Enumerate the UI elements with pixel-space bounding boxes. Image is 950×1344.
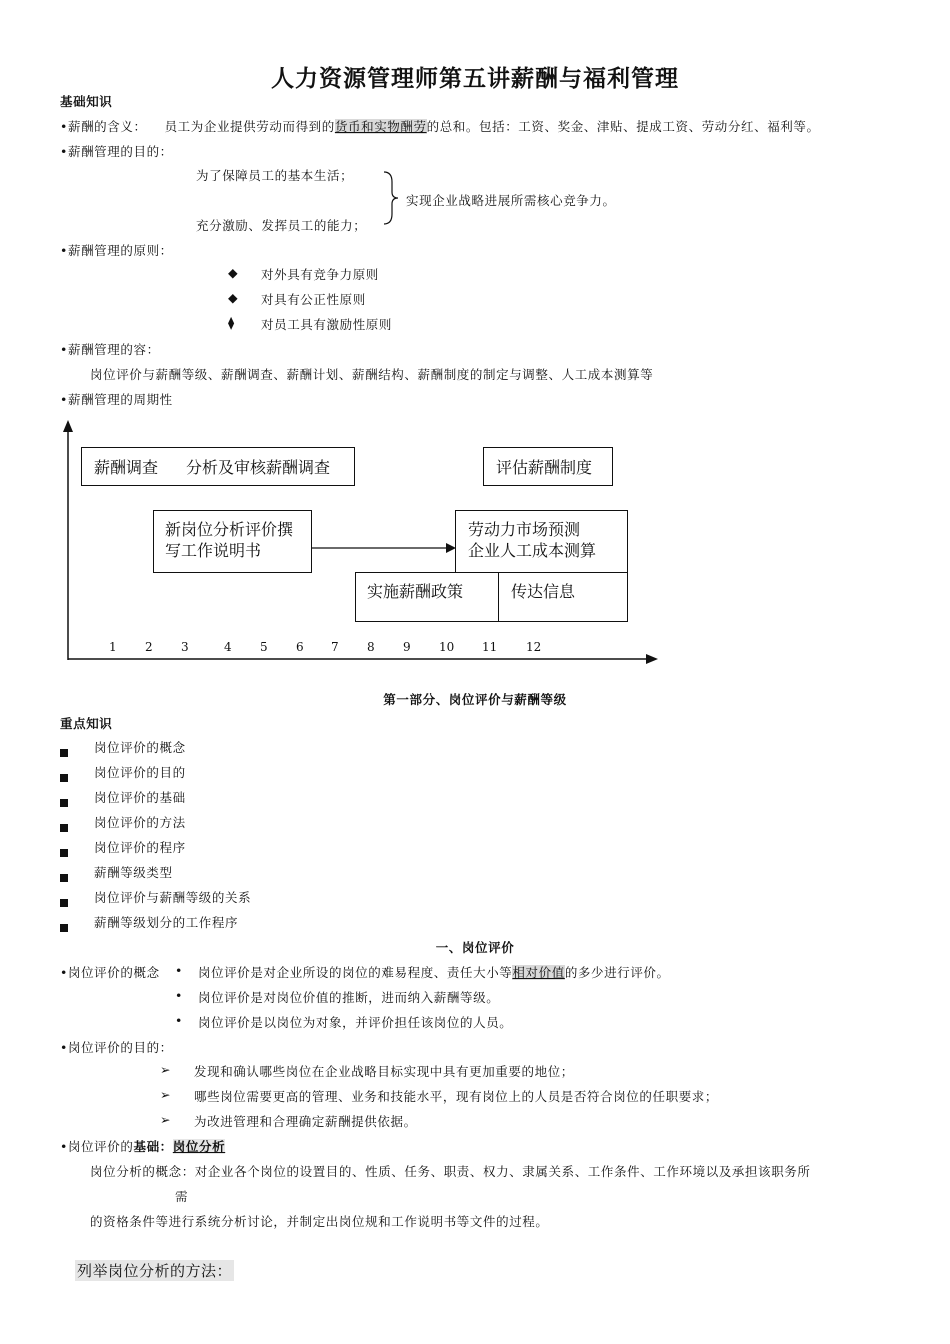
- eval-purpose-item-2: 哪些岗位需要更高的管理、业务和技能水平，现有岗位上的人员是否符合岗位的任职要求；: [194, 1089, 719, 1104]
- key-item-7: 岗位评价与薪酬等级的关系: [94, 890, 252, 905]
- box-labor-forecast: [455, 510, 628, 573]
- concept-bullet-3: •: [175, 1013, 183, 1028]
- key-item-2: 岗位评价的目的: [94, 765, 186, 780]
- key-bullet-5: [60, 842, 68, 861]
- box-pay-survey-analysis: 分析及审核薪酬调查: [186, 458, 331, 477]
- section-basic: 基础知识: [60, 94, 113, 109]
- box-new-job-analysis-l1: 新岗位分析评价撰: [165, 520, 294, 539]
- basis-line1b: 需: [175, 1189, 189, 1204]
- key-bullet-4: [60, 817, 68, 836]
- pay-definition-label: •薪酬的含义：: [60, 119, 147, 134]
- month-8: 8: [367, 640, 375, 654]
- box-new-job-analysis: [153, 510, 312, 573]
- box-labor-forecast-l1: 劳动力市场预测: [468, 520, 581, 539]
- pay-definition-pre: 员工为企业提供劳动而得到的: [164, 119, 335, 134]
- concept-item-1: [198, 963, 670, 981]
- pay-definition-highlight: 货币和实物酬劳: [334, 119, 427, 134]
- box-implement-policy: [355, 572, 499, 622]
- month-6: 6: [296, 640, 304, 654]
- key-item-3: 岗位评价的基础: [94, 790, 186, 805]
- month-3: 3: [181, 640, 189, 654]
- key-bullet-8: [60, 917, 68, 936]
- principle-text-3: 对员工具有激励性原则: [261, 317, 393, 332]
- key-item-6: 薪酬等级类型: [94, 865, 173, 880]
- purpose-result: 实现企业战略进展所需核心竞争力。: [406, 193, 616, 208]
- month-11: 11: [482, 640, 498, 654]
- box-communicate-label: 传达信息: [511, 582, 576, 601]
- principles-label: •薪酬管理的原则：: [60, 243, 173, 258]
- purpose-line1: 为了保障员工的基本生活；: [196, 168, 354, 183]
- concept-bullet-2: •: [175, 988, 183, 1003]
- basis-label-job-analysis: 岗位分析: [172, 1139, 226, 1154]
- part1-title: 第一部分、岗位评价与薪酬等级: [383, 692, 567, 707]
- basis-label-pre: •岗位评价的: [60, 1139, 134, 1154]
- month-10: 10: [439, 640, 455, 654]
- key-bullet-2: [60, 767, 68, 786]
- principle-text-1: 对外具有竞争力原则: [261, 267, 379, 282]
- principle-bullet-3: ⧫: [228, 315, 235, 330]
- box-new-job-analysis-l2: 写工作说明书: [165, 541, 262, 560]
- key-item-4: 岗位评价的方法: [94, 815, 186, 830]
- box-pay-survey-label: 薪酬调查: [94, 458, 159, 477]
- basis-line2: 的资格条件等进行系统分析讨论，并制定出岗位规和工作说明书等文件的过程。: [90, 1214, 549, 1229]
- concept-label: •岗位评价的概念: [60, 965, 160, 980]
- pay-definition: [60, 117, 820, 135]
- box-labor-forecast-l2: 企业人工成本测算: [468, 541, 597, 560]
- key-bullet-6: [60, 867, 68, 886]
- methods-title-text: 列举岗位分析的方法：: [77, 1262, 233, 1280]
- sec1-title: 一、岗位评价: [435, 940, 515, 955]
- purpose-label: •薪酬管理的目的：: [60, 144, 173, 159]
- key-item-5: 岗位评价的程序: [94, 840, 186, 855]
- principle-text-2: 对具有公正性原则: [261, 292, 366, 307]
- basis-label: [60, 1137, 225, 1155]
- principle-bullet-1: ◆: [228, 265, 239, 280]
- key-bullet-3: [60, 792, 68, 811]
- key-item-8: 薪酬等级划分的工作程序: [94, 915, 239, 930]
- concept-item-1-highlight: 相对价值: [512, 965, 565, 980]
- key-item-1: 岗位评价的概念: [94, 740, 186, 755]
- box-evaluate-system: [483, 447, 613, 486]
- brace-icon: [380, 170, 402, 226]
- month-2: 2: [145, 640, 153, 654]
- box-communicate: [498, 572, 628, 622]
- arrow-bullet-icon: ➢: [160, 1062, 172, 1077]
- eval-purpose-item-1: 发现和确认哪些岗位在企业战略目标实现中具有更加重要的地位；: [194, 1064, 574, 1079]
- arrow-bullet-icon: ➢: [160, 1112, 172, 1127]
- page-title: 人力资源管理师第五讲薪酬与福利管理: [271, 65, 679, 92]
- month-1: 1: [109, 640, 117, 654]
- eval-purpose-item-3: 为改进管理和合理确定薪酬提供依据。: [194, 1114, 417, 1129]
- cycle-label: •薪酬管理的周期性: [60, 392, 173, 407]
- concept-item-2: 岗位评价是对岗位价值的推断，进而纳入薪酬等级。: [198, 990, 500, 1005]
- pay-definition-post: 的总和。包括：工资、奖金、津贴、提成工资、劳动分红、福利等。: [426, 119, 820, 134]
- basis-line1: 岗位分析的概念：对企业各个岗位的设置目的、性质、任务、职责、权力、隶属关系、工作条件、工作环境以及承担该职务所: [90, 1164, 811, 1179]
- month-7: 7: [331, 640, 339, 654]
- content-text: 岗位评价与薪酬等级、薪酬调查、薪酬计划、薪酬结构、薪酬制度的制定与调整、人工成本测算等: [90, 367, 654, 382]
- arrow-bullet-icon: ➢: [160, 1087, 172, 1102]
- month-9: 9: [403, 640, 411, 654]
- principle-bullet-2: ◆: [228, 290, 239, 305]
- content-label: •薪酬管理的容：: [60, 342, 160, 357]
- month-5: 5: [260, 640, 268, 654]
- basis-label-bold: 基础：: [133, 1139, 173, 1154]
- key-bullet-1: [60, 742, 68, 761]
- purpose-line2: 充分激励、发挥员工的能力；: [196, 218, 367, 233]
- concept-bullet-1: •: [175, 963, 183, 978]
- concept-item-3: 岗位评价是以岗位为对象，并评价担任该岗位的人员。: [198, 1015, 513, 1030]
- key-title: 重点知识: [60, 716, 113, 731]
- key-bullet-7: [60, 892, 68, 911]
- concept-item-1-pre: 岗位评价是对企业所设的岗位的难易程度、责任大小等: [198, 965, 513, 980]
- box-implement-policy-label: 实施薪酬政策: [367, 582, 464, 601]
- eval-purpose-label: •岗位评价的目的：: [60, 1040, 173, 1055]
- box-evaluate-system-label: 评估薪酬制度: [496, 458, 593, 477]
- methods-title: [75, 1260, 234, 1281]
- concept-item-1-post: 的多少进行评价。: [564, 965, 670, 980]
- month-4: 4: [224, 640, 232, 654]
- month-12: 12: [526, 640, 542, 654]
- box-pay-survey: [81, 447, 355, 486]
